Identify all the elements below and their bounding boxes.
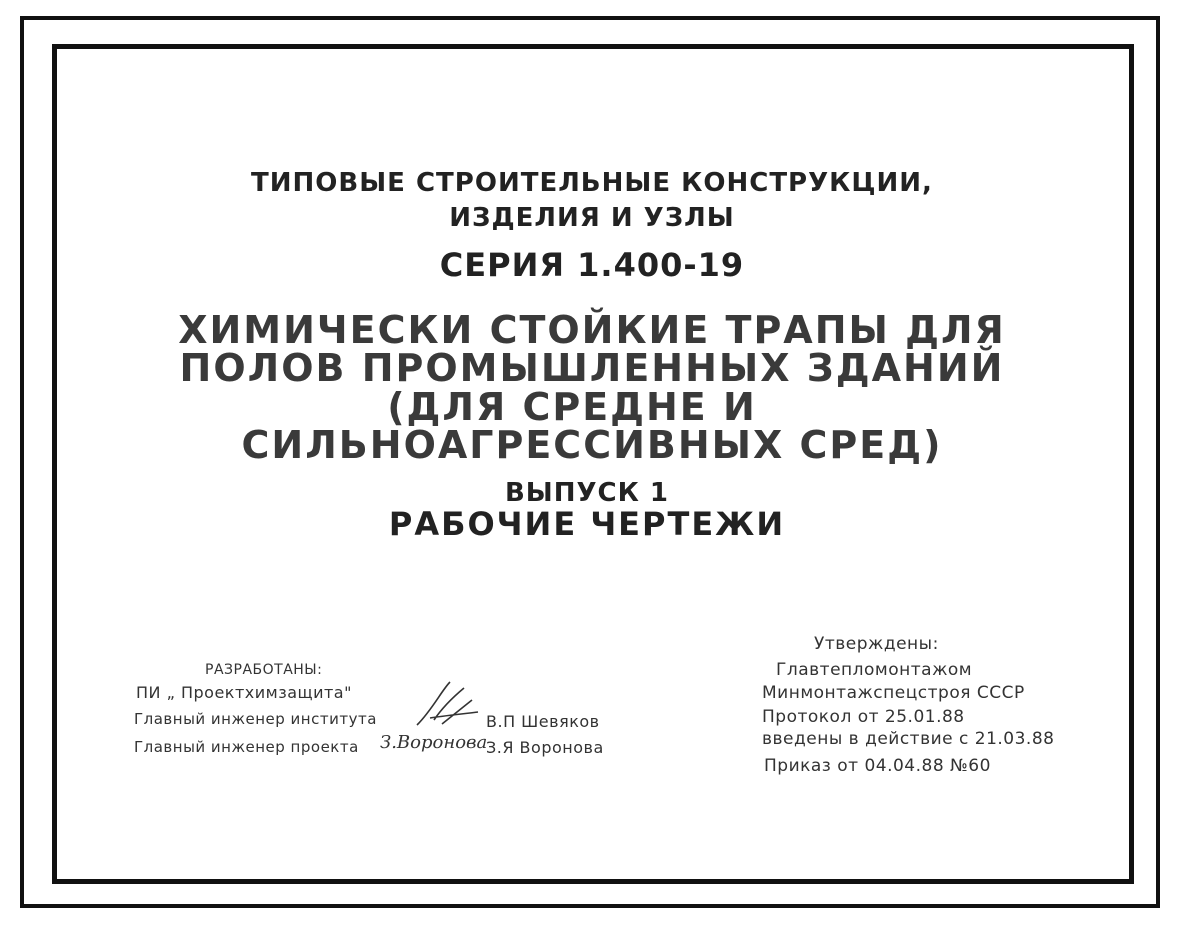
developer-organization: ПИ „ Проектхимзащита" (136, 683, 352, 702)
issue-number: ВЫПУСК 1 (504, 478, 670, 508)
document-name-line-1: ХИМИЧЕСКИ СТОЙКИЕ ТРАПЫ ДЛЯ (178, 308, 1006, 352)
effective-date-line: введены в действие с 21.03.88 (762, 729, 1055, 749)
title-line-2: ИЗДЕЛИЯ И УЗЛЫ (449, 203, 735, 233)
developed-heading: РАЗРАБОТАНЫ: (205, 662, 323, 678)
chief-engineer-project-name: З.Я Воронова (486, 738, 604, 757)
document-name-line-4: СИЛЬНОАГРЕССИВНЫХ СРЕД) (241, 423, 943, 467)
series-number: СЕРИЯ 1.400-19 (439, 246, 745, 284)
signature-shevyakov (412, 680, 482, 730)
order-line: Приказ от 04.04.88 №60 (764, 756, 991, 776)
document-name-line-3: (ДЛЯ СРЕДНЕ И (387, 385, 757, 429)
approved-by-line-1: Главтепломонтажом (776, 660, 973, 680)
signature-voronova: З.Воронова (380, 732, 488, 753)
chief-engineer-project-label: Главный инженер проекта (134, 738, 359, 756)
document-name-line-2: ПОЛОВ ПРОМЫШЛЕННЫХ ЗДАНИЙ (179, 346, 1005, 390)
protocol-line: Протокол от 25.01.88 (762, 707, 965, 727)
working-drawings-title: РАБОЧИЕ ЧЕРТЕЖИ (388, 505, 786, 543)
approved-by-line-2: Минмонтажспецстроя СССР (762, 683, 1025, 703)
chief-engineer-institute-name: В.П Шевяков (486, 712, 600, 731)
chief-engineer-institute-label: Главный инженер института (134, 710, 377, 728)
title-line-1: ТИПОВЫЕ СТРОИТЕЛЬНЫЕ КОНСТРУКЦИИ, (251, 168, 933, 198)
approved-heading: Утверждены: (814, 634, 939, 654)
